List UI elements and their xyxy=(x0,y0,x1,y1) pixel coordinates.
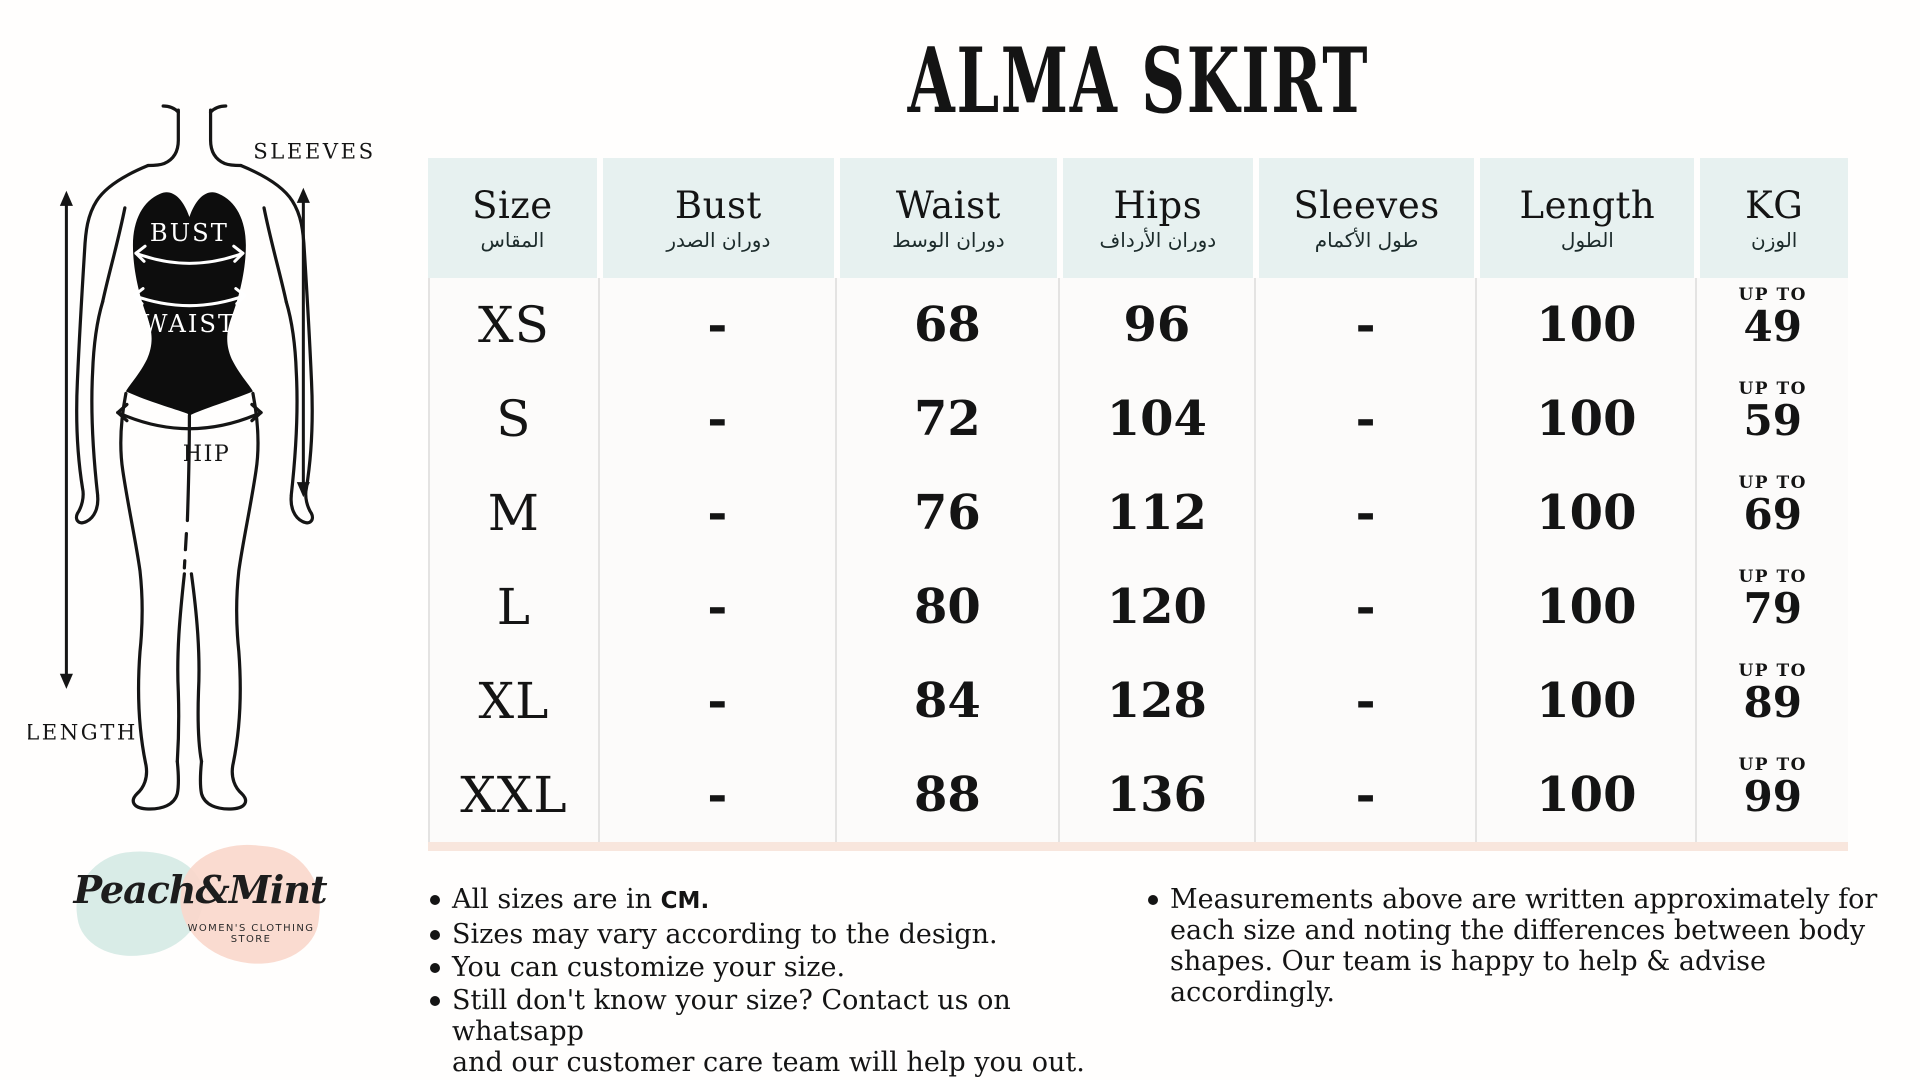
table-row-XXL xyxy=(428,748,1848,842)
hip-label: HIP xyxy=(182,440,231,467)
bust-cell: - xyxy=(600,278,837,372)
note-item xyxy=(430,919,1140,950)
page-title xyxy=(428,28,1848,134)
waist-cell: 88 xyxy=(837,748,1060,842)
note-line: shapes. Our team is happy to help & advise accordingly. xyxy=(1170,946,1766,1008)
hips-cell: 120 xyxy=(1060,560,1256,654)
sleeves-cell: - xyxy=(1256,748,1478,842)
column-header-ar: طول الأكمام xyxy=(1314,227,1419,252)
logo-tagline: WOMEN'S CLOTHING STORE xyxy=(187,923,315,945)
waist-label: WAIST xyxy=(142,309,237,338)
kg-upto-label: UP TO xyxy=(1738,567,1807,587)
column-header-en: KG xyxy=(1745,183,1804,227)
length-cell: 100 xyxy=(1477,278,1697,372)
length-cell: 100 xyxy=(1477,748,1697,842)
table-row-L xyxy=(428,560,1848,654)
bust-cell: - xyxy=(600,372,837,466)
column-header-ar: المقاس xyxy=(480,227,545,252)
table-row-XL xyxy=(428,654,1848,748)
table-body xyxy=(428,278,1848,842)
notes-right xyxy=(1148,884,1908,1010)
length-cell: 100 xyxy=(1477,372,1697,466)
column-header-en: Waist xyxy=(895,183,1001,227)
column-header-sleeves xyxy=(1259,158,1475,278)
column-header-en: Hips xyxy=(1113,183,1203,227)
kg-upto-label: UP TO xyxy=(1738,473,1807,493)
column-header-ar: الوزن xyxy=(1751,227,1798,252)
kg-value: 99 xyxy=(1743,772,1802,822)
hips-cell: 136 xyxy=(1060,748,1256,842)
kg-cell xyxy=(1697,278,1848,372)
note-text xyxy=(1170,884,1908,1008)
kg-value: 59 xyxy=(1743,396,1802,446)
waist-cell: 80 xyxy=(837,560,1060,654)
kg-cell xyxy=(1697,748,1848,842)
sleeves-cell: - xyxy=(1256,278,1478,372)
column-header-hips xyxy=(1063,158,1253,278)
cm-unit: CM. xyxy=(660,888,710,914)
waist-cell: 72 xyxy=(837,372,1060,466)
note-item xyxy=(1148,884,1908,1008)
sleeves-arrow xyxy=(297,188,310,498)
note-line: You can customize your size. xyxy=(452,952,846,983)
kg-value: 69 xyxy=(1743,490,1802,540)
hips-cell: 128 xyxy=(1060,654,1256,748)
kg-upto-label: UP TO xyxy=(1738,285,1807,305)
note-text xyxy=(452,985,1140,1078)
length-label: LENGTH xyxy=(28,719,138,745)
length-cell: 100 xyxy=(1477,466,1697,560)
kg-value: 79 xyxy=(1743,584,1802,634)
column-header-size xyxy=(428,158,597,278)
brand-logo xyxy=(72,843,328,968)
kg-upto-label: UP TO xyxy=(1738,755,1807,775)
logo-name: Peach&Mint xyxy=(73,867,327,912)
column-header-ar: دوران الأرداف xyxy=(1099,227,1217,252)
notes-left xyxy=(430,884,1140,1080)
size-cell: M xyxy=(428,466,600,560)
note-line: and our customer care team will help you out. xyxy=(452,1047,1085,1078)
note-text xyxy=(452,952,845,983)
sleeves-cell: - xyxy=(1256,466,1478,560)
kg-cell xyxy=(1697,372,1848,466)
note-text xyxy=(452,884,709,917)
column-header-waist xyxy=(840,158,1057,278)
column-header-length xyxy=(1480,158,1694,278)
kg-cell xyxy=(1697,654,1848,748)
bust-cell: - xyxy=(600,654,837,748)
page-title-text: ALMA SKIRT xyxy=(907,28,1369,134)
waist-cell: 84 xyxy=(837,654,1060,748)
bust-label: BUST xyxy=(149,219,229,248)
sleeves-cell: - xyxy=(1256,372,1478,466)
bust-cell: - xyxy=(600,466,837,560)
note-line: Still don't know your size? Contact us on whatsapp xyxy=(452,985,1011,1047)
note-item xyxy=(430,952,1140,983)
column-header-ar: الطول xyxy=(1560,227,1614,252)
note-item xyxy=(430,884,1140,917)
kg-cell xyxy=(1697,560,1848,654)
table-row-M xyxy=(428,466,1848,560)
length-cell: 100 xyxy=(1477,560,1697,654)
column-header-kg xyxy=(1700,158,1848,278)
hips-cell: 112 xyxy=(1060,466,1256,560)
size-cell: L xyxy=(428,560,600,654)
kg-upto-label: UP TO xyxy=(1738,379,1807,399)
table-row-XS xyxy=(428,278,1848,372)
table-header-row xyxy=(428,158,1848,278)
body-figure-svg xyxy=(28,102,373,828)
note-line: Sizes may vary according to the design. xyxy=(452,919,998,950)
sleeves-label: SLEEVES xyxy=(253,138,373,164)
size-cell: XS xyxy=(428,278,600,372)
column-header-en: Length xyxy=(1519,183,1656,227)
table-row-S xyxy=(428,372,1848,466)
kg-value: 89 xyxy=(1743,678,1802,728)
length-arrow xyxy=(60,191,73,689)
kg-cell xyxy=(1697,466,1848,560)
hips-cell: 96 xyxy=(1060,278,1256,372)
column-header-ar: دوران الصدر xyxy=(666,227,771,252)
length-cell: 100 xyxy=(1477,654,1697,748)
bullet-icon xyxy=(1148,895,1158,905)
table-divider xyxy=(428,842,1848,851)
size-table xyxy=(428,158,1848,851)
note-item xyxy=(430,985,1140,1078)
sleeves-cell: - xyxy=(1256,560,1478,654)
kg-value: 49 xyxy=(1743,302,1802,352)
body-measurement-diagram xyxy=(28,102,373,828)
bust-cell: - xyxy=(600,560,837,654)
note-line: Measurements above are written approximately for xyxy=(1170,884,1878,915)
hips-cell: 104 xyxy=(1060,372,1256,466)
bullet-icon xyxy=(430,895,440,905)
size-cell: XL xyxy=(428,654,600,748)
note-line: each size and noting the differences between body xyxy=(1170,915,1866,946)
bullet-icon xyxy=(430,930,440,940)
note-text xyxy=(452,919,998,950)
column-header-en: Bust xyxy=(674,183,762,227)
column-header-ar: دوران الوسط xyxy=(892,227,1005,252)
bullet-icon xyxy=(430,963,440,973)
size-cell: S xyxy=(428,372,600,466)
bust-cell: - xyxy=(600,748,837,842)
waist-cell: 68 xyxy=(837,278,1060,372)
column-header-en: Sleeves xyxy=(1293,183,1440,227)
sleeves-cell: - xyxy=(1256,654,1478,748)
note-line: All sizes are in CM. xyxy=(452,884,710,915)
kg-upto-label: UP TO xyxy=(1738,661,1807,681)
column-header-en: Size xyxy=(472,183,553,227)
column-header-bust xyxy=(603,158,834,278)
size-cell: XXL xyxy=(428,748,600,842)
bullet-icon xyxy=(430,996,440,1006)
waist-cell: 76 xyxy=(837,466,1060,560)
